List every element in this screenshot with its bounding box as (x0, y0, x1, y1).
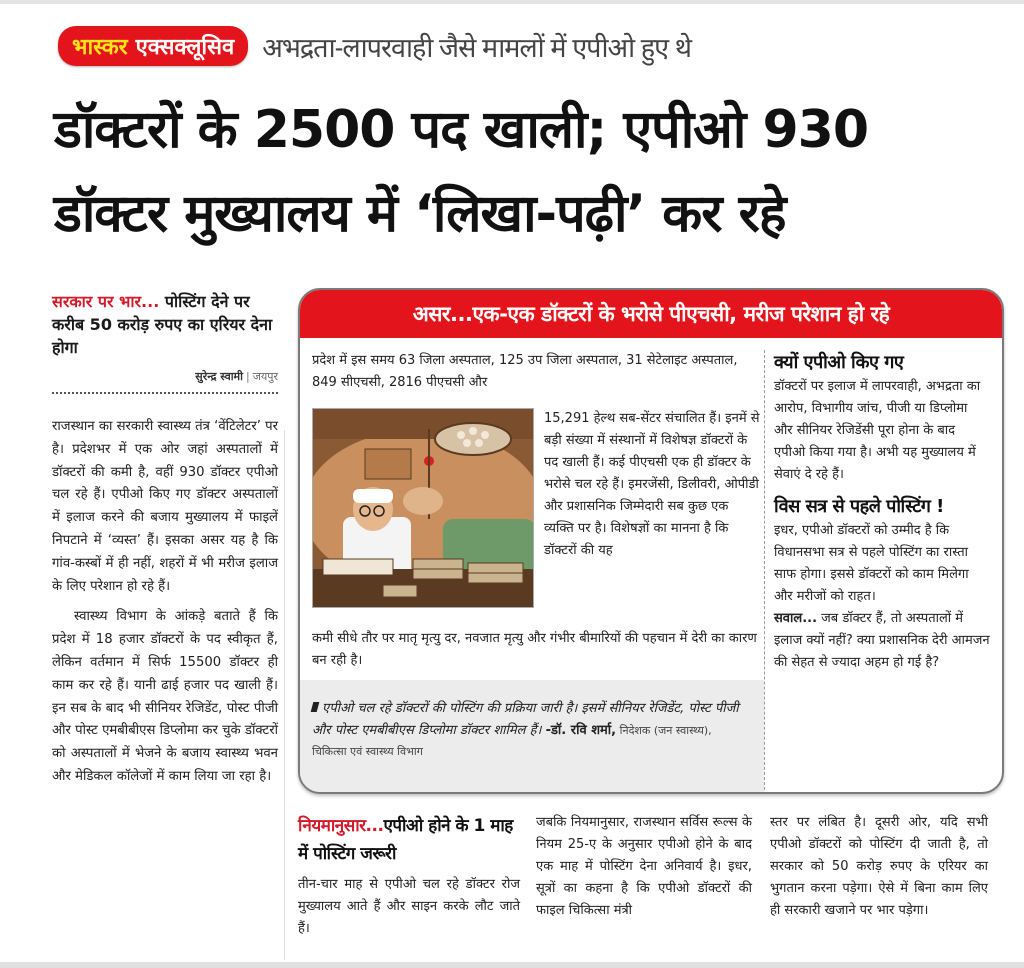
question-body: जब डॉक्टर हैं, तो अस्पतालों में इलाज क्यों नहीं? क्या प्रशासनिक देरी आमजन की सेहत से ज्यादा अहम हो गई है? (774, 611, 990, 670)
quote-department: चिकित्सा एवं स्वास्थ्य विभाग (312, 745, 423, 758)
bottom-column-3: स्तर पर लंबित है। दूसरी ओर, यदि सभी एपीओ डॉक्टरों को पोस्टिंग दी जाती है, तो सरकार को 50 करोड़ रुपए के एरियर का भुगतान करना पड़ेगा। ऐसे में बिना काम लिए ही सरकारी खजाने पर भार पड़ेगा। (770, 815, 988, 918)
quote-body: एपीओ चल रहे डॉक्टरों की पोस्टिंग की प्रक्रिया जारी है। इसमें सीनियर रेजिडेंट, पोस्ट पीजी और पोस्ट एमबीबीएस डिप्लोमा डॉक्टर शामिल हैं। (312, 701, 739, 738)
why-apo-text: डॉक्टरों पर इलाज में लापरवाही, अभद्रता का आरोप, विभागीय जांच, पीजी या डिप्लोमा और सीनियर रेजिडेंसी पूरा होना के बाद एपीओ किया गया है। अभी यह मुख्यालय में सेवाएं दे रहे हैं। (774, 379, 981, 482)
posting-before-session-heading: विस सत्र से पहले पोस्टिंग ! (774, 496, 944, 517)
bottom-column-1: तीन-चार माह से एपीओ चल रहे डॉक्टर रोज मुख्यालय आते हैं और साइन करके लौट जाते हैं। (298, 877, 520, 936)
top-border (0, 0, 1024, 4)
panel-title: असर...एक-एक डॉक्टरों के भरोसे पीएचसी, मरीज परेशान हो रहे (412, 302, 890, 326)
bhaskar-exclusive-badge (58, 26, 248, 66)
quote-speaker: -डॉ. रवि शर्मा, (545, 723, 617, 738)
panel-wrap-text: 15,291 हेल्थ सब-सेंटर संचालित हैं। इनमें से बड़ी संख्या में संस्थानों में विशेषज्ञ डॉक्टरों के पद खाली हैं। कई पीएचसी एक ही डॉक्टर के भरोसे चल रहे हैं। इमरजेंसी, डिलीवरी, ओपीडी और प्रशासनिक जिम्मेदारी सब कुछ एक व्यक्ति पर है। विशेषज्ञों का मानना है कि डॉक्टरों की यह (544, 411, 760, 558)
dotted-divider (52, 392, 278, 394)
panel-main-text (312, 350, 762, 668)
panel-title-bar (300, 290, 1002, 338)
main-headline (54, 88, 994, 256)
left-column (52, 290, 278, 789)
why-apo-heading: क्यों एपीओ किए गए (774, 352, 904, 373)
doctor-cartoon-icon (313, 409, 534, 608)
kicker-subhead: अभद्रता-लापरवाही जैसे मामलों में एपीओ हुए थे (262, 32, 692, 64)
column-rule (284, 430, 285, 960)
left-paragraph-1: राजस्थान का सरकारी स्वास्थ्य तंत्र ‘वेंटिलेटर’ पर है। प्रदेशभर में एक ओर जहां अस्पतालों में डॉक्टरों की कमी है, वहीं 930 डॉक्टर एपीओ चल रहे हैं। एपीओ किए गए डॉक्टर अस्पतालों में इलाज करने की बजाय मुख्यालय में फाइलें निपटाने में ‘व्यस्त’ हैं। इसका असर यह है कि गांव-कस्बों में ही नहीं, शहरों में भी मरीज इलाज के लिए परेशान हो रहे हैं। (52, 419, 278, 594)
question-text (774, 608, 990, 674)
panel-dashed-divider (764, 350, 765, 790)
question-lead: सवाल... (774, 611, 818, 626)
rule-deck (298, 812, 520, 868)
badge-brand: भास्कर (72, 35, 128, 60)
panel-tail-text: कमी सीधे तौर पर मातृ मृत्यु दर, नवजात मृत्यु और गंभीर बीमारियों की पहचान में देरी का कारण बन रही है। (312, 631, 757, 668)
byline (52, 369, 278, 384)
deck-text: पोस्टिंग देने पर करीब 50 करोड़ रुपए का एरियर देना होगा (52, 292, 273, 357)
posting-before-session-text: इधर, एपीओ डॉक्टरों को उम्मीद है कि विधानसभा सत्र से पहले पोस्टिंग का रास्ता साफ होगा। इससे डॉक्टरों को काम मिलेगा और मरीजों को राहत। (774, 523, 969, 604)
quote-speaker-role: निदेशक (जन स्वास्थ्य), (616, 724, 712, 737)
deck-red-lead: सरकार पर भार... (52, 292, 160, 311)
panel-sidebar (774, 350, 990, 674)
kicker-row (58, 26, 691, 66)
rule-deck-red-lead: नियमानुसार... (298, 816, 384, 836)
byline-author: सुरेन्द्र स्वामी (195, 370, 243, 383)
badge-exclusive: एक्सक्लूसिव (135, 35, 235, 60)
headline-line-2: डॉक्टर मुख्यालय में ‘लिखा-पढ़ी’ कर रहे (54, 184, 786, 244)
quote-bullet-icon (311, 702, 320, 712)
impact-panel (298, 288, 1004, 794)
headline-line-1: डॉक्टरों के 2500 पद खाली; एपीओ 930 (54, 100, 869, 160)
official-quote-box (300, 680, 764, 794)
left-paragraph-2: स्वास्थ्य विभाग के आंकड़े बताते हैं कि प्रदेश में 18 हजार डॉक्टरों के पद स्वीकृत हैं, लेकिन वर्तमान में सिर्फ 15500 डॉक्टर ही काम कर रहे हैं। यानी ढाई हजार पद खाली हैं। इन सब के बाद भी सीनियर रेजिडेंट, पोस्ट पीजी और पोस्ट एमबीबीएस डिप्लोमा कर चुके डॉक्टरों को अस्पतालों में भेजने के बजाय स्वास्थ्य भवन और मेडिकल कॉलेजों में काम लिया जा रहा है। (52, 609, 278, 784)
byline-separator: | (245, 370, 250, 383)
panel-intro: प्रदेश में इस समय 63 जिला अस्पताल, 125 उप जिला अस्पताल, 31 सेटेलाइट अस्पताल, 849 सीएचसी, 2816 पीएचसी और (312, 353, 738, 390)
bottom-column-2: जबकि नियमानुसार, राजस्थान सर्विस रूल्स के नियम 25-ए के अनुसार एपीओ होने के बाद एक माह में पोस्टिंग देना अनिवार्य है। इधर, सूत्रों का कहना है कि एपीओ डॉक्टरों की फाइल चिकित्सा मंत्री (536, 815, 752, 918)
cartoon-illustration (312, 408, 534, 608)
quote-text (312, 698, 748, 742)
left-deck (52, 290, 278, 359)
rule-deck-text: एपीओ होने के 1 माह में पोस्टिंग जरूरी (298, 816, 513, 864)
byline-city: जयपुर (252, 370, 278, 383)
bottom-border (0, 962, 1024, 968)
